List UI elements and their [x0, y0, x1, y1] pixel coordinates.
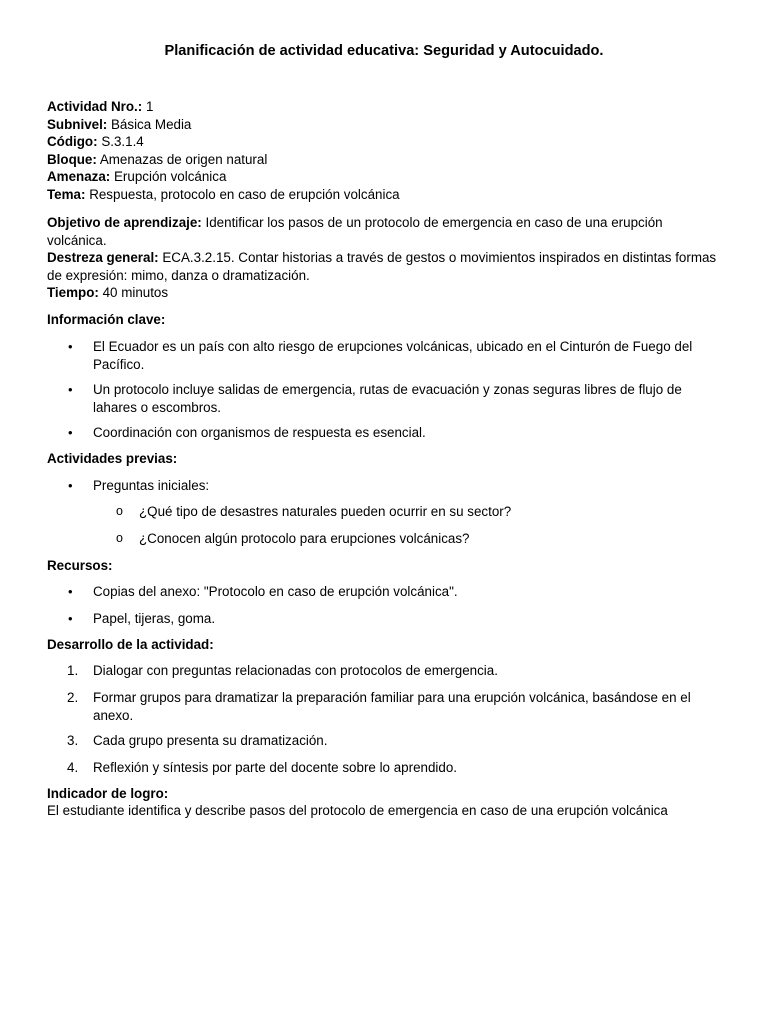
- document-title: Planificación de actividad educativa: Seguridad y Autocuidado.: [164, 43, 604, 59]
- field-value: Básica Media: [111, 117, 192, 132]
- field-value: S.3.1.4: [101, 134, 144, 149]
- list-item: Un protocolo incluye salidas de emergencia, rutas de evacuación y zonas seguras libres de flujo de lahares o escombros.: [93, 382, 682, 415]
- field-bloque: [47, 151, 267, 169]
- field-value: Identificar los pasos de un protocolo de emergencia en caso de una erupción volcánica.: [47, 215, 663, 248]
- field-value: 40 minutos: [102, 285, 169, 300]
- field-label: Destreza general:: [47, 250, 159, 265]
- field-destreza: [47, 249, 723, 284]
- list-item: Coordinación con organismos de respuesta es esencial.: [93, 425, 426, 440]
- field-tiempo: [47, 284, 168, 302]
- section-heading-actividades-previas: Actividades previas:: [47, 451, 178, 466]
- sub-bullet-icon: o: [116, 531, 123, 545]
- field-objetivo: [47, 214, 723, 249]
- list-number: 3.: [67, 733, 79, 748]
- list-number: 1.: [67, 663, 79, 678]
- field-actividad: [47, 98, 153, 116]
- list-item: Papel, tijeras, goma.: [93, 611, 216, 626]
- field-label: Objetivo de aprendizaje:: [47, 215, 202, 230]
- numbered-item: Dialogar con preguntas relacionadas con protocolos de emergencia.: [93, 663, 498, 678]
- section-heading-informacion-clave: Información clave:: [47, 312, 166, 327]
- list-item: El Ecuador es un país con alto riesgo de erupciones volcánicas, ubicado en el Cinturón de Fuego del Pacífico.: [93, 339, 693, 372]
- field-label: Amenaza:: [47, 169, 111, 184]
- sub-list-item: ¿Qué tipo de desastres naturales pueden ocurrir en su sector?: [139, 504, 512, 519]
- field-subnivel: [47, 116, 191, 134]
- list-number: 4.: [67, 760, 79, 775]
- section-heading-recursos: Recursos:: [47, 558, 113, 573]
- bullet-icon: •: [68, 382, 73, 397]
- field-codigo: [47, 133, 144, 151]
- bullet-icon: •: [68, 584, 73, 599]
- field-label: Bloque:: [47, 152, 97, 167]
- list-number: 2.: [67, 690, 79, 705]
- numbered-item: Formar grupos para dramatizar la preparación familiar para una erupción volcánica, basándose en el anexo.: [93, 690, 691, 723]
- field-value: 1: [145, 99, 154, 114]
- numbered-item: Reflexión y síntesis por parte del docente sobre lo aprendido.: [93, 760, 457, 775]
- sub-list-item: ¿Conocen algún protocolo para erupciones volcánicas?: [139, 531, 470, 546]
- field-label: Actividad Nro.:: [47, 99, 143, 114]
- field-amenaza: [47, 168, 226, 186]
- sub-bullet-icon: o: [116, 504, 123, 518]
- field-value: Respuesta, protocolo en caso de erupción volcánica: [89, 187, 400, 202]
- bullet-icon: •: [68, 425, 73, 440]
- numbered-item: Cada grupo presenta su dramatización.: [93, 733, 328, 748]
- bullet-icon: •: [68, 339, 73, 354]
- list-item: Preguntas iniciales:: [93, 478, 210, 493]
- field-label: Tiempo:: [47, 285, 99, 300]
- bullet-icon: •: [68, 478, 73, 493]
- section-heading-desarrollo: Desarrollo de la actividad:: [47, 637, 214, 652]
- section-heading-indicador: Indicador de logro:: [47, 786, 169, 801]
- bullet-icon: •: [68, 611, 73, 626]
- field-tema: [47, 186, 400, 204]
- field-value: Amenazas de origen natural: [99, 152, 268, 167]
- field-label: Código:: [47, 134, 98, 149]
- field-label: Subnivel:: [47, 117, 108, 132]
- field-value: ECA.3.2.15. Contar historias a través de gestos o movimientos inspirados en distintas formas de expresión: mimo, danza o dramatización.: [47, 250, 717, 283]
- field-label: Tema:: [47, 187, 86, 202]
- field-value: Erupción volcánica: [114, 169, 227, 184]
- list-item: Copias del anexo: "Protocolo en caso de erupción volcánica".: [93, 584, 458, 599]
- indicador-text: El estudiante identifica y describe pasos del protocolo de emergencia en caso de una erupción volcánica: [47, 803, 668, 818]
